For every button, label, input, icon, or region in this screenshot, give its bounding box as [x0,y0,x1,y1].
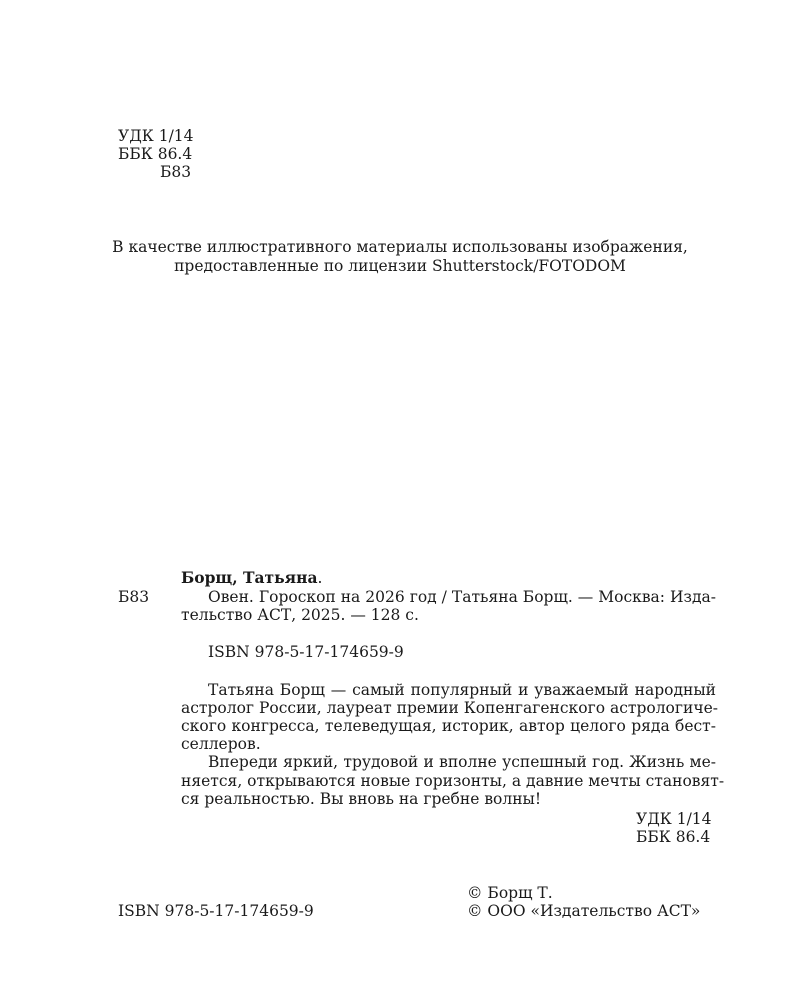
copyright-author: © Борщ Т. [467,884,553,902]
illustration-note-line-1: В качестве иллюстративного материалы использованы изображения, [112,238,688,256]
udk-code-top: УДК 1/14 [118,127,194,145]
annotation-line-7: ся реальностью. Вы вновь на гребне волны! [181,790,542,808]
catalog-mark: Б83 [118,588,150,606]
annotation-line-4: селлеров. [181,735,261,753]
annotation-line-6: няется, открываются новые горизонты, а давние мечты становят- [181,772,725,790]
annotation-line-5: Впереди яркий, трудовой и вполне успешный год. Жизнь ме- [208,753,716,771]
footer-isbn: ISBN 978-5-17-174659-9 [118,902,314,920]
annotation-line-2: астролог России, лауреат премии Копенгагенского астрологиче- [181,699,718,717]
annotation-line-1: Татьяна Борщ — самый популярный и уважаемый народный [208,681,716,699]
annotation-line-3: ского конгресса, телеведущая, историк, автор целого ряда бест- [181,717,716,735]
udk-code-catalog: УДК 1/14 [636,810,712,828]
bbk-code-top: ББК 86.4 [118,145,193,163]
author-dot: . [317,569,323,587]
author-name: Борщ, Татьяна [181,568,318,587]
copyright-publisher: © ООО «Издательство АСТ» [467,902,701,920]
author-mark-top: Б83 [160,163,192,181]
title-line-1: Овен. Гороскоп на 2026 год / Татьяна Борщ. — Москва: Изда- [208,588,716,606]
bbk-code-catalog: ББК 86.4 [636,828,711,846]
illustration-note-line-2: предоставленные по лицензии Shutterstock/FOTODOM [174,257,626,275]
author-heading [181,569,322,587]
title-line-2: тельство АСТ, 2025. — 128 с. [181,606,419,624]
catalog-isbn: ISBN 978-5-17-174659-9 [208,643,404,661]
